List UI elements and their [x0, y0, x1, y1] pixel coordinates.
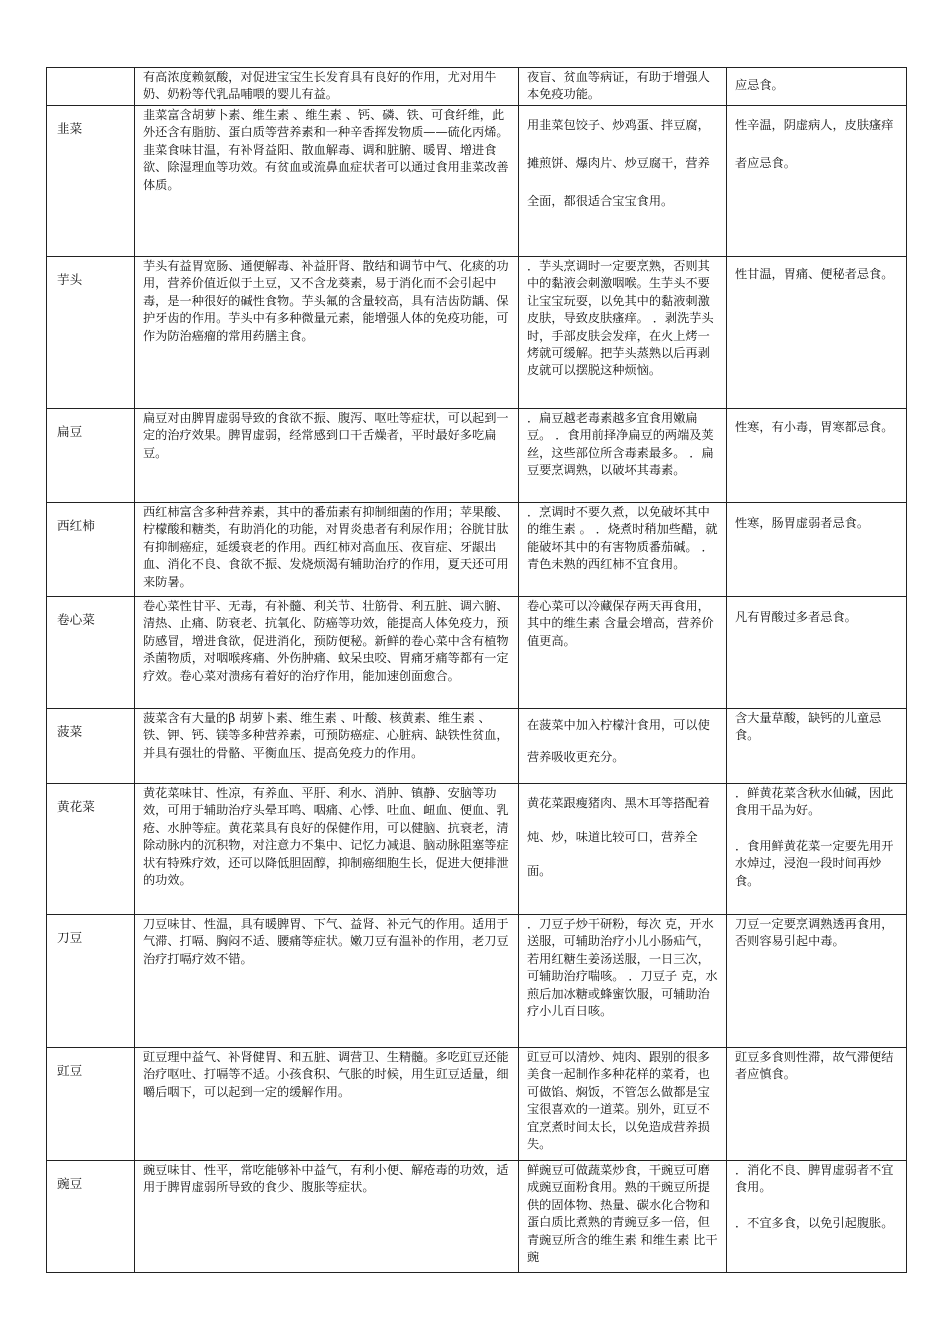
taboo-cell: 性辛温，阴虚病人，皮肤瘙痒者应忌食。	[727, 106, 907, 257]
table-row	[47, 503, 907, 597]
cooking-cell: ．烹调时不要久煮，以免破坏其中的维生素 。 ．烧煮时稍加些醋，就能破坏其中的有害物质番茄碱。 ．青色未熟的西红柿不宜食用。	[519, 503, 727, 597]
taboo-cell	[727, 409, 907, 503]
cooking-cell: 夜盲、贫血等病证，有助于增强人本免疫功能。	[519, 68, 727, 106]
vegetable-name	[47, 68, 135, 106]
taboo-text: ．食用鲜黄花菜一定要先用开水焯过，浸泡一段时间再炒食。	[735, 838, 894, 888]
table-row	[47, 709, 907, 784]
vegetable-name: 卷心菜	[47, 597, 135, 709]
vegetable-name: 刀豆	[47, 915, 135, 1048]
cooking-cell	[519, 784, 727, 915]
cooking-cell: 豇豆可以清炒、炖肉、跟别的很多美食一起制作多种花样的菜肴，也可做馅、焖饭，不管怎么做都是宝宝很喜欢的一道菜。别外，豇豆不宜烹煮时间太长，以免造成营养损失。	[519, 1048, 727, 1161]
taboo-cell	[727, 1161, 907, 1273]
cooking-cell	[519, 709, 727, 784]
vegetable-name: 黄花菜	[47, 784, 135, 915]
cooking-cell: ．刀豆子炒干研粉，每次 克，开水送服，可辅助治疗小儿小肠疝气，若用红糖生姜汤送服，一日三次，可辅助治疗喘咳。 ．刀豆子 克，水煎后加冰糖或蜂蜜饮服，可辅助治疗小儿百日咳。	[519, 915, 727, 1048]
taboo-cell	[727, 257, 907, 409]
nutrition-cell: 芋头有益胃宽肠、通便解毒、补益肝肾、散结和调节中气、化痰的功用，营养价值近似于土豆，又不含龙葵素，易于消化而不会引起中毒，是一种很好的碱性食物。芋头氟的含量较高，具有洁齿防龋、保护牙齿的作用。芋头中有多种微量元素，能增强人体的免疫功能，可作为防治癌瘤的常用药膳主食。	[135, 257, 519, 409]
cooking-cell: ．芋头烹调时一定要烹熟，否则其中的黏液会刺激咽喉。生芋头不要让宝宝玩耍，以免其中的黏液刺激皮肤，导致皮肤瘙痒。 ．剥洗芋头时，手部皮肤会发痒，在火上烤一烤就可缓解。把芋头蒸熟以后再剥皮就可以摆脱这种烦恼。	[519, 257, 727, 409]
table-row	[47, 597, 907, 709]
vegetable-name: 韭菜	[47, 106, 135, 257]
cooking-cell: ．扁豆越老毒素越多宜食用嫩扁豆。 ．食用前择净扁豆的两端及荚丝，这些部位所含毒素最多。 ．扁豆要烹调熟，以破坏其毒素。	[519, 409, 727, 503]
taboo-text: 性寒，肠胃虚弱者忌食。	[735, 516, 870, 530]
vegetable-name: 菠菜	[47, 709, 135, 784]
nutrition-cell: 韭菜富含胡萝卜素、维生素 、维生素 、钙、磷、铁、可食纤维，此外还含有脂肪、蛋白质等营养素和一种辛香挥发物质——硫化丙烯。韭菜食味甘温，有补肾益阳、散血解毒、调和脏腑、暖胃、增进食欲、除湿理血等功效。有贫血或流鼻血症状者可以通过食用韭菜改善体质。	[135, 106, 519, 257]
taboo-cell	[727, 784, 907, 915]
nutrition-cell: 西红柿富含多种营养素，其中的番茄素有抑制细菌的作用；苹果酸、柠檬酸和糖类，有助消化的功能，对胃炎患者有利尿作用；谷胱甘肽有抑制癌症，延缓衰老的作用。西红柿对高血压、夜盲症、牙龈出血、消化不良、食欲不振、发烧烦渴有辅助治疗的作用，夏天还可用来防暑。	[135, 503, 519, 597]
nutrition-cell: 菠菜含有大量的β 胡萝卜素、维生素 、叶酸、核黄素、维生素 、铁、钾、钙、镁等多种营养素，可预防癌症、心脏病、缺铁性贫血，并具有强壮的骨骼、平衡血压、提高免疫力的作用。	[135, 709, 519, 784]
taboo-text: ．鲜黄花菜含秋水仙碱，因此食用干品为好。	[735, 786, 894, 818]
table-row	[47, 1048, 907, 1161]
taboo-cell	[727, 503, 907, 597]
taboo-cell: 豇豆多食则性滞，故气滞便结者应慎食。	[727, 1048, 907, 1161]
cooking-cell: 鲜豌豆可做蔬菜炒食，干豌豆可磨成豌豆面粉食用。熟的干豌豆所提供的固体物、热量、碳水化合物和蛋白质比煮熟的青豌豆多一倍，但青豌豆所含的维生素 和维生素 比干豌	[519, 1161, 727, 1273]
table-row	[47, 1161, 907, 1273]
nutrition-cell: 豌豆味甘、性平，常吃能够补中益气，有利小便、解疮毒的功效，适用于脾胃虚弱所导致的食少、腹胀等症状。	[135, 1161, 519, 1273]
taboo-cell	[727, 68, 907, 106]
nutrition-cell: 豇豆理中益气、补肾健胃、和五脏、调营卫、生精髓。多吃豇豆还能治疗呕吐、打嗝等不适。小孩食积、气胀的时候，用生豇豆适量，细嚼后咽下，可以起到一定的缓解作用。	[135, 1048, 519, 1161]
taboo-text: ．不宜多食，以免引起腹胀。	[735, 1215, 894, 1230]
vegetable-name: 芋头	[47, 257, 135, 409]
taboo-text: 凡有胃酸过多者忌食。	[735, 610, 857, 624]
vegetable-name: 扁豆	[47, 409, 135, 503]
table-row	[47, 68, 907, 106]
nutrition-cell: 卷心菜性甘平、无毒，有补髓、利关节、壮筋骨、利五脏、调六腑、清热、止痛、防衰老、抗氧化、防癌等功效，能提高人体免疫力，预防感冒，增进食欲，促进消化，预防便秘。新鲜的卷心菜中含有植物杀菌物质，对咽喉疼痛、外伤肿痛、蚊呆虫咬、胃痛牙痛等都有一定疗效。卷心菜对溃疡有着好的治疗作用，能加速创面愈合。	[135, 597, 519, 709]
cooking-cell: 卷心菜可以冷藏保存两天再食用，其中的维生素 含量会增高，营养价值更高。	[519, 597, 727, 709]
nutrition-cell: 黄花菜味甘、性凉，有养血、平肝、利水、消肿、镇静、安脑等功效，可用于辅助治疗头晕耳鸣、咽痛、心悸、吐血、衄血、便血、乳疮、水肿等症。黄花菜具有良好的保健作用，可以健脑、抗衰老，清除动脉内的沉积物，对注意力不集中、记忆力减退、脑动脉阻塞等症状有特殊疗效，还可以降低胆固醇，抑制癌细胞生长，促进大便排泄的功效。	[135, 784, 519, 915]
vegetable-name: 豇豆	[47, 1048, 135, 1161]
vegetable-nutrition-table	[46, 67, 907, 1273]
nutrition-cell: 有高浓度赖氨酸，对促进宝宝生长发育具有良好的作用，尤对用牛奶、奶粉等代乳品哺喂的婴儿有益。	[135, 68, 519, 106]
nutrition-cell: 扁豆对由脾胃虚弱导致的食欲不振、腹泻、呕吐等症状，可以起到一定的治疗效果。脾胃虚弱，经常感到口干舌燥者，平时最好多吃扁豆。	[135, 409, 519, 503]
cooking-cell: 用韭菜包饺子、炒鸡蛋、拌豆腐，摊煎饼、爆肉片、炒豆腐干，营养全面，都很适合宝宝食用。	[519, 106, 727, 257]
taboo-text: ．消化不良、脾胃虚弱者不宜食用。	[735, 1163, 894, 1195]
taboo-cell	[727, 597, 907, 709]
table-row	[47, 784, 907, 915]
nutrition-cell: 刀豆味甘、性温，具有暖脾胃、下气、益肾、补元气的作用。适用于气滞、打嗝、胸闷不适、腰痛等症状。嫩刀豆有温补的作用，老刀豆治疗打嗝疗效不错。	[135, 915, 519, 1048]
taboo-text: 性寒，有小毒，胃寒都忌食。	[735, 420, 894, 434]
taboo-cell: 刀豆一定要烹调熟透再食用，否则容易引起中毒。	[727, 915, 907, 1048]
table-row	[47, 409, 907, 503]
vegetable-name: 西红柿	[47, 503, 135, 597]
table-row	[47, 257, 907, 409]
taboo-text: 应忌食。	[735, 78, 784, 92]
cooking-text: 黄花菜跟瘦猪肉、黑木耳等搭配着炖、炒，味道比较可口，营养全面。	[527, 796, 710, 878]
vegetable-name: 豌豆	[47, 1161, 135, 1273]
table-row	[47, 106, 907, 257]
taboo-text: 性甘温，胃痛、便秘者忌食。	[735, 267, 894, 281]
cooking-text: 在菠菜中加入柠檬汁食用，可以使营养吸收更充分。	[527, 718, 710, 764]
taboo-cell: 含大量草酸，缺钙的儿童忌食。	[727, 709, 907, 784]
table-row	[47, 915, 907, 1048]
